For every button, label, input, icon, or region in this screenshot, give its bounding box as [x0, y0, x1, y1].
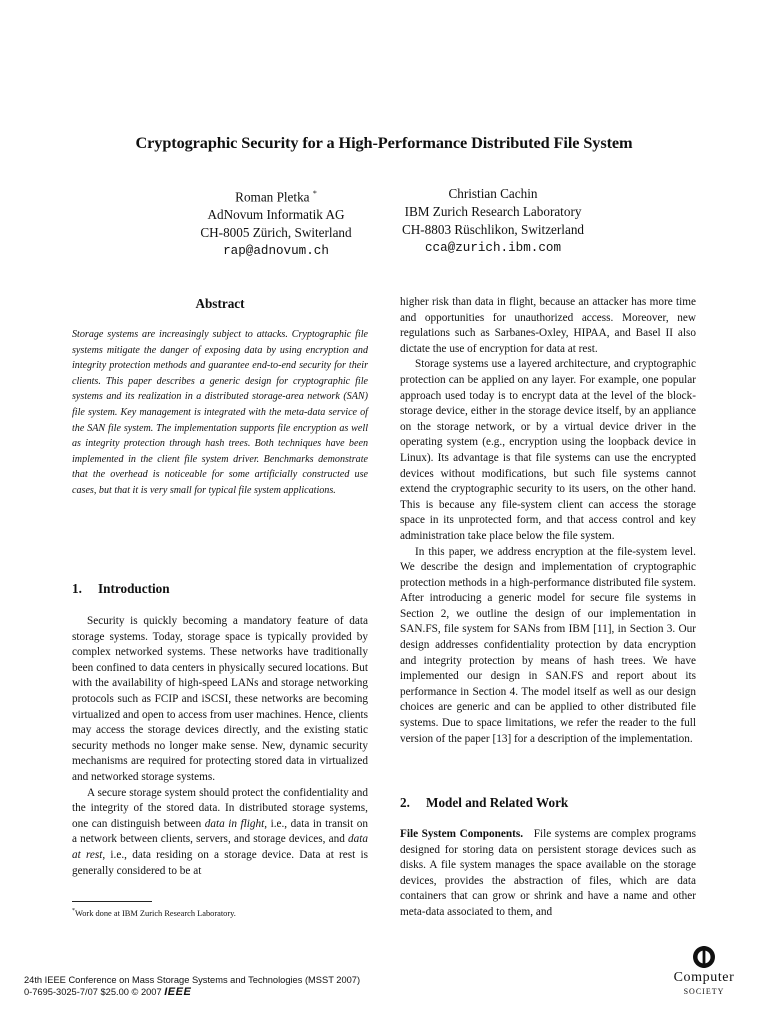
author-address: CH-8803 Rüschlikon, Switzerland [401, 222, 585, 237]
footnote-divider [72, 901, 152, 902]
paper-title: Cryptographic Security for a High-Performance Distributed File System [135, 133, 633, 152]
paragraph: In this paper, we address encryption at the file-system level. We describe the design and implementation of cryptographic protection methods in a high-performance distributed file system. After introducing a generic model for secure file systems in Section 2, we outline the design of our implementation in SAN.FS, file system for SANs from IBM [11], in Section 3. Our design addresses confidentiality protection by data encryption and integrity protection by means of hash trees. We have implemented our design in SAN.FS and report about its performance in Section 4. The model itself as well as our design choices are generic and can be applied to other distributed file systems. Due to space limitations, we refer the reader to the full version of the paper [13] for a description of the implementation. [400, 545, 696, 745]
section-title: Introduction [98, 581, 170, 596]
copyright-line: 0-7695-3025-7/07 $25.00 © 2007 [24, 987, 162, 997]
conference-footer [24, 974, 444, 998]
section-title: Model and Related Work [426, 795, 569, 810]
footnote [72, 908, 372, 918]
author-address: CH-8005 Zürich, Switerland [200, 225, 352, 241]
abstract-heading: Abstract [195, 296, 245, 311]
paragraph: higher risk than data in flight, because an attacker has more time and opportunities for unauthorized access. Moreover, new regulations such as Sarbanes-Oxley, HIPAA, and Basel II also dictate the use of encryption for data at rest. [400, 296, 696, 355]
author-name: Christian Cachin [448, 186, 538, 201]
footnote-mark: * [72, 908, 75, 914]
author-affiliation: AdNovum Informatik AG [207, 207, 345, 223]
computer-society-logo [654, 944, 754, 997]
footnote-text: Work done at IBM Zurich Research Laboratory. [75, 908, 236, 918]
author-name: Roman Pletka [235, 189, 310, 205]
run-in-heading: File System Components. [400, 828, 524, 840]
author-email[interactable]: cca@zurich.ibm.com [424, 241, 562, 255]
section-number: 1. [72, 581, 82, 596]
right-column-section2 [400, 827, 696, 921]
emphasis-text: data in flight [204, 817, 265, 830]
section-number: 2. [400, 795, 410, 810]
paragraph: File System Components. File systems are complex programs designed for storing data on persistent storage devices such as disks. A file system manages the space available on the storage devices, provides the abstraction of files, which are data containers that can grow or shrink and have a name and other meta-data associated to them, and [400, 828, 697, 918]
section-heading-model-related-work [400, 795, 568, 811]
emphasis-text: data at rest [72, 833, 368, 861]
paragraph: Storage systems use a layered architecture, and cryptographic protection can be applied on any layer. For example, one popular approach used today is to encrypt data at the level of the block-storage device, either in the storage device itself, by an appliance on the storage network, or by a virtual device driver in the operating system (e.g., encryption using the loopback device in Linux). Its advantage is that file systems can use the encrypted devices without modifications, but such file systems cannot extend the cryptographic security to its users, on the other hand. This is because any file-system client can access the storage space in its unprotected form, and that access control and key administration take place below the file system. [400, 358, 696, 542]
author-block-2 [380, 185, 606, 257]
author-block-1 [160, 185, 392, 260]
author-affiliation: IBM Zurich Research Laboratory [404, 204, 582, 219]
author-email[interactable]: rap@adnovum.ch [223, 244, 329, 259]
paragraph: Security is quickly becoming a mandatory feature of data storage systems. Today, storage space is typically provided by complex networked systems. These networks have traditionally been confined to data centers in physically secured locations. But with the availability of high-speed LANs and storage networking protocols such as FCIP and iSCSI, these networks are becoming virtualized and open to access from user machines. Hence, clients may access the storage devices directly, and the existing static security methods no longer make sense. New, dynamic security mechanisms are required for protecting stored data in virtualized and networked storage systems. [72, 615, 368, 783]
author-footnote-mark: * [312, 189, 317, 198]
conference-line: 24th IEEE Conference on Mass Storage Systems and Technologies (MSST 2007) [24, 975, 361, 985]
abstract-text: Storage systems are increasingly subject to attacks. Cryptographic file systems mitigate the danger of exposing data by using encryption and integrity protection methods and guarantee end-to-end security for their clients. This paper describes a generic design for cryptographic file systems and its realization in a distributed storage-area network (SAN) file system. Key management is integrated with the meta-data service of the SAN file system. The implementation supports file encryption as well as integrity protection through hash trees. Both techniques have been implemented in the client file system driver. Benchmarks demonstrate that the overhead is noticeable for some artificially constructed use cases, but that it is very small for typical file system applications. [72, 329, 368, 496]
logo-text-computer: Computer [673, 970, 735, 985]
ieee-logo: IEEE [164, 986, 192, 998]
section-heading-introduction [72, 581, 170, 597]
logo-text-society: society [683, 985, 725, 997]
left-column-body [72, 614, 368, 879]
right-column-body [400, 295, 696, 747]
computer-society-emblem-icon [687, 944, 721, 970]
paragraph: A secure storage system should protect the confidentiality and the integrity of the stored data. In distributed storage systems, one can distinguish between data in flight, i.e., data in transit on a network between clients, servers, and storage devices, and data at rest, i.e., data residing on a storage device. Data at rest is generally considered to be at [72, 786, 368, 877]
